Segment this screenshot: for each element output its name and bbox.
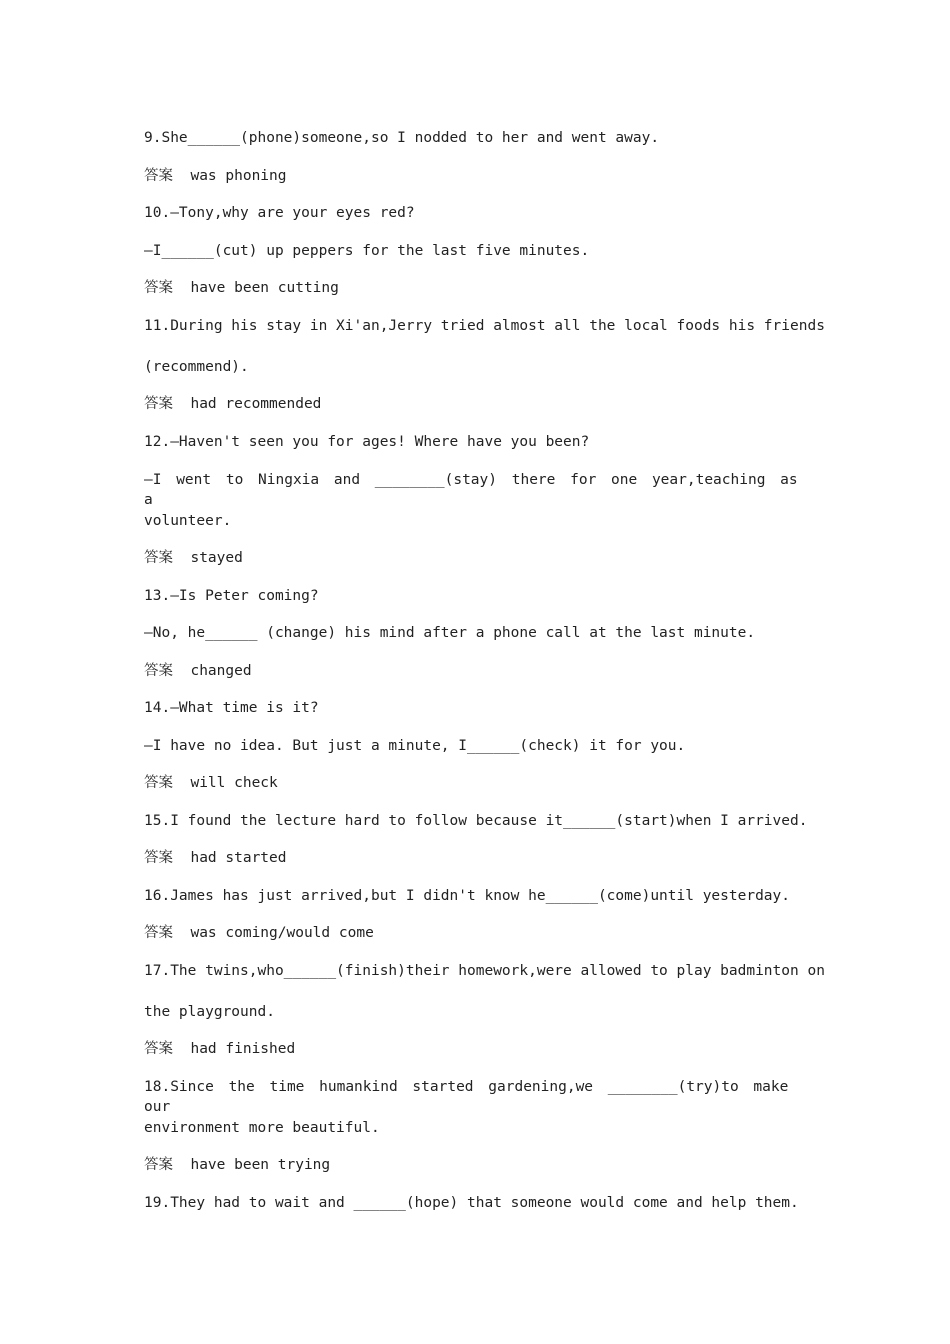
- question-10-line-2: —I______(cut) up peppers for the last five minutes.: [144, 243, 590, 259]
- question-12-line-2: —I went to Ningxia and ________(stay) there for one year,teaching as a: [144, 472, 798, 508]
- answer-17: [144, 1039, 295, 1059]
- question-14-line-2: —I have no idea. But just a minute, I______(check) it for you.: [144, 738, 686, 754]
- answer-text: had started: [190, 850, 287, 866]
- answer-label: 答案: [144, 775, 173, 791]
- answer-15: [144, 848, 287, 868]
- question-19: 19.They had to wait and ______(hope) that someone would come and help them.: [144, 1195, 799, 1211]
- question-17-line-2: the playground.: [144, 1004, 275, 1020]
- question-11-line-2: (recommend).: [144, 359, 249, 375]
- answer-label: 答案: [144, 1157, 173, 1173]
- answer-text: changed: [190, 663, 252, 679]
- answer-label: 答案: [144, 550, 173, 566]
- question-11: 11.During his stay in Xi'an,Jerry tried almost all the local foods his friends: [144, 318, 825, 334]
- answer-label: 答案: [144, 1041, 173, 1057]
- question-9: 9.She______(phone)someone,so I nodded to her and went away.: [144, 130, 660, 146]
- answer-14: [144, 773, 278, 793]
- question-17: 17.The twins,who______(finish)their homework,were allowed to play badminton on: [144, 963, 825, 979]
- question-12-line-3: volunteer.: [144, 513, 232, 529]
- answer-label: 答案: [144, 168, 173, 184]
- answer-12: [144, 548, 243, 568]
- answer-18: [144, 1155, 330, 1175]
- answer-label: 答案: [144, 925, 173, 941]
- answer-label: 答案: [144, 396, 173, 412]
- question-18: 18.Since the time humankind started gardening,we ________(try)to make our: [144, 1079, 789, 1115]
- answer-label: 答案: [144, 850, 173, 866]
- question-14: 14.—What time is it?: [144, 700, 319, 716]
- answer-10: [144, 278, 339, 298]
- answer-label: 答案: [144, 280, 173, 296]
- answer-text: stayed: [190, 550, 243, 566]
- answer-text: will check: [190, 775, 278, 791]
- answer-text: was coming/would come: [190, 925, 374, 941]
- question-13-line-2: —No, he______ (change) his mind after a phone call at the last minute.: [144, 625, 756, 641]
- answer-text: have been cutting: [190, 280, 339, 296]
- answer-16: [144, 923, 374, 943]
- question-12: 12.—Haven't seen you for ages! Where have you been?: [144, 434, 590, 450]
- answer-11: [144, 394, 321, 414]
- answer-9: [144, 166, 287, 186]
- question-18-line-2: environment more beautiful.: [144, 1120, 380, 1136]
- answer-label: 答案: [144, 663, 173, 679]
- answer-text: was phoning: [190, 168, 287, 184]
- answer-text: had finished: [190, 1041, 296, 1057]
- question-10: 10.—Tony,why are your eyes red?: [144, 205, 415, 221]
- answer-text: have been trying: [190, 1157, 331, 1173]
- question-15: 15.I found the lecture hard to follow because it______(start)when I arrived.: [144, 813, 808, 829]
- answer-13: [144, 661, 252, 681]
- question-16: 16.James has just arrived,but I didn't know he______(come)until yesterday.: [144, 888, 791, 904]
- question-13: 13.—Is Peter coming?: [144, 588, 319, 604]
- answer-text: had recommended: [190, 396, 322, 412]
